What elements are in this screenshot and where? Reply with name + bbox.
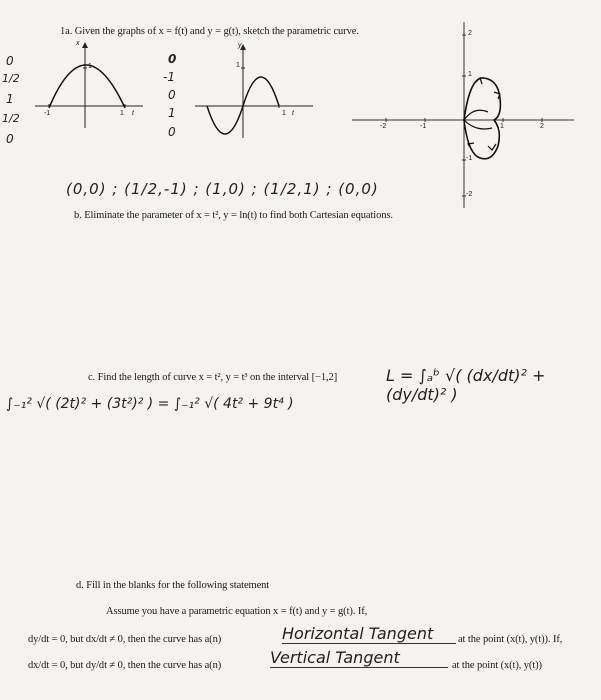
table-x-1: -1	[163, 70, 175, 84]
graph-g-xtick-1: 1	[282, 110, 286, 117]
param-ytick-neg2: -2	[466, 191, 473, 198]
margin-mark-2: 1	[6, 92, 14, 106]
param-xtick-2: 2	[540, 123, 544, 130]
graph-f-ylabel: x	[76, 40, 80, 47]
part-d-line3-post: at the point (x(t), y(t))	[452, 660, 542, 671]
graph-f-xtick-t: t	[132, 110, 134, 117]
graph-g-ylabel: y	[238, 42, 242, 49]
graph-g	[195, 44, 315, 140]
param-xtick-neg2: -2	[380, 123, 387, 130]
graph-f-xtick-1: 1	[120, 110, 124, 117]
param-ytick-2: 2	[468, 30, 472, 37]
param-xtick-1: 1	[500, 123, 504, 130]
param-ytick-neg1: -1	[466, 155, 473, 162]
part-b-prompt: b. Eliminate the parameter of x = t², y = ln(t) to find both Cartesian equations.	[74, 210, 393, 221]
margin-mark-4: 0	[6, 132, 14, 146]
table-x-4: 0	[168, 125, 176, 139]
part-d-line2-post: at the point (x(t), y(t)). If,	[458, 634, 563, 645]
param-ytick-1: 1	[468, 71, 472, 78]
graph-g-xtick-t: t	[292, 110, 294, 117]
part-d-line1: Assume you have a parametric equation x = f(t) and y = g(t). If,	[106, 606, 368, 617]
table-x-3: 1	[168, 106, 176, 120]
points-answer: (0,0) ; (1/2,-1) ; (1,0) ; (1/2,1) ; (0,0)	[66, 180, 379, 198]
table-x-2: 0	[168, 88, 176, 102]
part-d-line3-pre: dx/dt = 0, but dy/dt ≠ 0, then the curve has a(n)	[28, 660, 222, 671]
horizontal-tangent-answer: Horizontal Tangent	[282, 624, 456, 644]
table-x-0: 0	[168, 52, 177, 66]
part-c-prompt: c. Find the length of curve x = t², y = t³ on the interval [−1,2]	[88, 372, 338, 383]
graph-f-xtick-neg1: -1	[44, 110, 51, 117]
part-d-line2-pre: dy/dt = 0, but dx/dt ≠ 0, then the curve has a(n)	[28, 634, 222, 645]
graph-g-ytick: 1	[236, 62, 240, 69]
graph-f-ytick: 1	[88, 63, 92, 70]
arc-length-work: ∫₋₁² √( (2t)² + (3t²)² ) = ∫₋₁² √( 4t² + 9t⁴ )	[6, 396, 294, 412]
arc-length-formula: L = ∫ₐᵇ √( (dx/dt)² + (dy/dt)² )	[386, 366, 546, 404]
part-a-prompt: 1a. Given the graphs of x = f(t) and y = g(t), sketch the parametric curve.	[60, 26, 359, 37]
margin-mark-0: 0	[6, 54, 14, 68]
part-d-prompt: d. Fill in the blanks for the following statement	[76, 580, 270, 591]
graph-f	[35, 42, 145, 130]
margin-mark-3: 1/2	[2, 112, 20, 125]
margin-mark-1: 1/2	[2, 72, 20, 85]
vertical-tangent-answer: Vertical Tangent	[270, 648, 448, 668]
param-xtick-neg1: -1	[420, 123, 427, 130]
parametric-graph	[348, 20, 576, 210]
